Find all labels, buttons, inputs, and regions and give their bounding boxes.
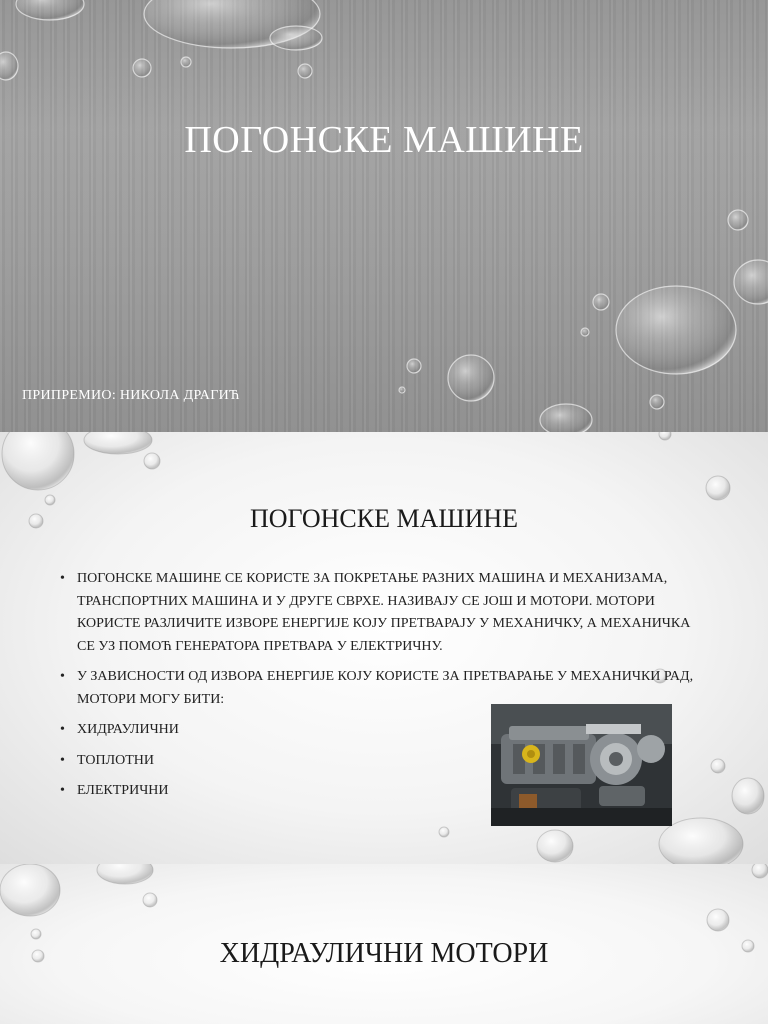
title-slide: [0, 0, 768, 432]
list-item: • ЕЛЕКТРИЧНИ: [60, 780, 710, 803]
slide-heading: ХИДРАУЛИЧНИ МОТОРИ: [219, 938, 549, 969]
slide-title: ПОГОНСКЕ МАШИНЕ: [184, 119, 584, 161]
list-item: • У ЗАВИСНОСТИ ОД ИЗВОРА ЕНЕРГИЈЕ КОЈУ КОРИСТЕ ЗА ПРЕТВАРАЊЕ У МЕХАНИЧКИ РАД, МОТОРИ МОГУ БИТИ:: [60, 666, 710, 711]
water-drops-decoration: [0, 0, 768, 432]
section-slide: [0, 864, 768, 1024]
author-line: ПРИПРЕМИО: НИКОЛА ДРАГИЋ: [22, 388, 240, 403]
list-item: • ТОПЛОТНИ: [60, 750, 710, 773]
engine-photo: [491, 704, 672, 826]
list-item: • ХИДРАУЛИЧНИ: [60, 719, 710, 742]
content-slide: [0, 432, 768, 864]
list-item: • ПОГОНСКЕ МАШИНЕ СЕ КОРИСТЕ ЗА ПОКРЕТАЊЕ РАЗНИХ МАШИНА И МЕХАНИЗАМА, ТРАНСПОРТНИХ МАШИНА И У ДРУГЕ СВРХЕ. НАЗИВАЈУ СЕ ЈОШ И МОТОРИ. МОТОРИ КОРИСТЕ РАЗЛИЧИТЕ ИЗВОРЕ ЕНЕРГИЈЕ КОЈУ ПРЕТВАРАЈУ У МЕХАНИЧКУ, А МЕХАНИЧКА СЕ УЗ ПОМОЋ ГЕНЕРАТОРА ПРЕТВАРА У ЕЛЕКТРИЧНУ.: [60, 568, 710, 658]
slide-heading: ПОГОНСКЕ МАШИНЕ: [249, 504, 519, 533]
